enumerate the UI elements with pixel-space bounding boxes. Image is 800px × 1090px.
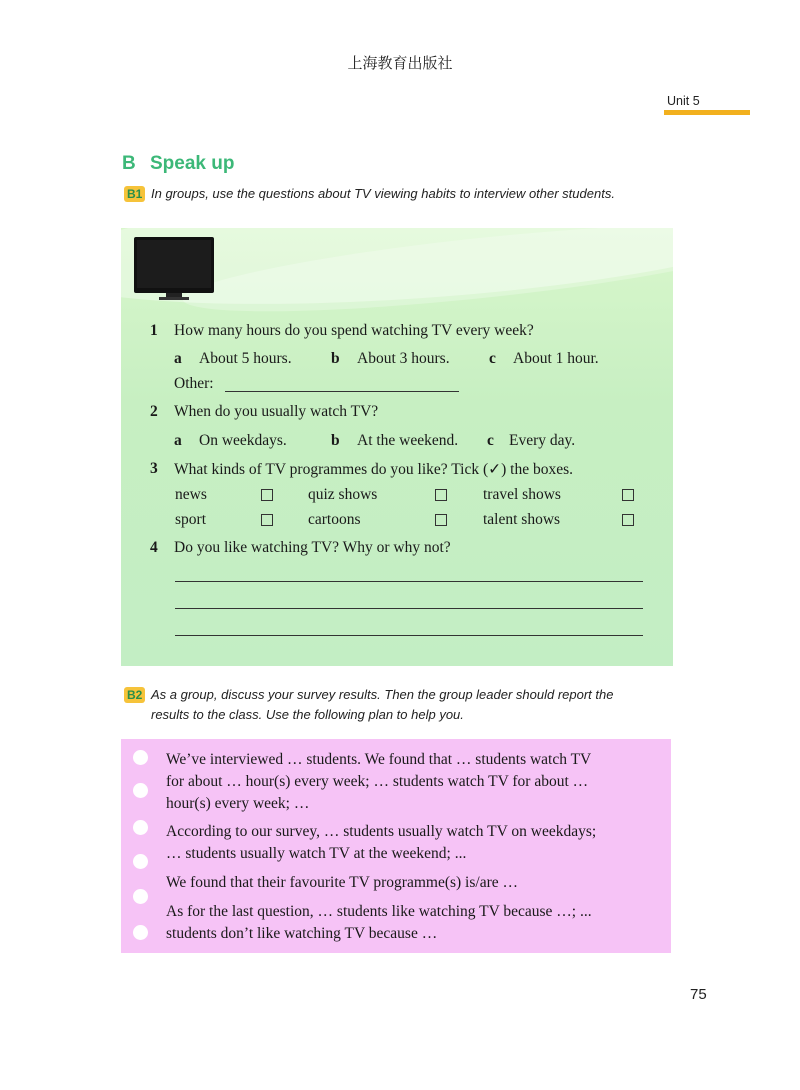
plan-line: hour(s) every week; … bbox=[166, 795, 310, 812]
q2-option-c-letter: c bbox=[487, 432, 494, 449]
q3-checkbox-cartoons[interactable] bbox=[435, 514, 447, 526]
plan-line: for about … hour(s) every week; … students watch TV for about … bbox=[166, 773, 589, 790]
q1-text: How many hours do you spend watching TV every week? bbox=[174, 322, 534, 339]
q3-checkbox-news[interactable] bbox=[261, 489, 273, 501]
q1-number: 1 bbox=[150, 322, 158, 339]
bullet-dot bbox=[133, 750, 148, 765]
q4-answer-line[interactable] bbox=[175, 581, 643, 582]
bullet-dot bbox=[133, 783, 148, 798]
q1-option-c-letter: c bbox=[489, 350, 496, 367]
q3-item-talent-shows: talent shows bbox=[483, 511, 561, 528]
q4-number: 4 bbox=[150, 539, 158, 556]
q3-item-sport: sport bbox=[175, 511, 206, 528]
report-plan-panel bbox=[121, 739, 671, 953]
plan-line: We found that their favourite TV programme(s) is/are … bbox=[166, 874, 518, 891]
unit-label: Unit 5 bbox=[667, 94, 700, 108]
b1-instruction: In groups, use the questions about TV viewing habits to interview other students. bbox=[151, 186, 615, 201]
q2-option-b-letter: b bbox=[331, 432, 340, 449]
b2-instruction-line-1: As a group, discuss your survey results. Then the group leader should report the bbox=[151, 687, 614, 702]
unit-bar bbox=[664, 110, 750, 115]
q1-other-line[interactable] bbox=[225, 391, 459, 392]
q1-option-a-letter: a bbox=[174, 350, 182, 367]
b1-tag: B1 bbox=[124, 186, 145, 202]
bullet-dot bbox=[133, 820, 148, 835]
plan-line: As for the last question, … students like watching TV because …; ... bbox=[166, 903, 592, 920]
section-title: Speak up bbox=[150, 153, 235, 174]
q2-text: When do you usually watch TV? bbox=[174, 403, 379, 420]
q3-checkbox-sport[interactable] bbox=[261, 514, 273, 526]
b2-tag: B2 bbox=[124, 687, 145, 703]
questionnaire-panel bbox=[121, 228, 673, 666]
q4-answer-line[interactable] bbox=[175, 608, 643, 609]
b2-instruction-line-2: results to the class. Use the following plan to help you. bbox=[151, 707, 464, 722]
q4-text: Do you like watching TV? Why or why not? bbox=[174, 539, 451, 556]
q1-option-a: About 5 hours. bbox=[199, 350, 292, 367]
q3-item-travel-shows: travel shows bbox=[483, 486, 561, 503]
q2-number: 2 bbox=[150, 403, 158, 420]
plan-line: According to our survey, … students usually watch TV on weekdays; bbox=[166, 823, 597, 840]
q3-checkbox-quiz-shows[interactable] bbox=[435, 489, 447, 501]
q3-item-news: news bbox=[175, 486, 207, 503]
q3-text: What kinds of TV programmes do you like? Tick (✓) the boxes. bbox=[174, 461, 574, 478]
plan-line: We’ve interviewed … students. We found that … students watch TV bbox=[166, 751, 592, 768]
section-letter: B bbox=[122, 153, 136, 174]
plan-line: … students usually watch TV at the weekend; ... bbox=[166, 845, 467, 862]
q1-other-label: Other: bbox=[174, 375, 214, 392]
bullet-dot bbox=[133, 889, 148, 904]
q3-number: 3 bbox=[150, 460, 158, 477]
q3-checkbox-travel-shows[interactable] bbox=[622, 489, 634, 501]
q1-option-b-letter: b bbox=[331, 350, 340, 367]
q2-option-b: At the weekend. bbox=[357, 432, 459, 449]
section-heading bbox=[122, 153, 234, 175]
q2-option-c: Every day. bbox=[509, 432, 576, 449]
bullet-dot bbox=[133, 925, 148, 940]
q3-item-cartoons: cartoons bbox=[308, 511, 361, 528]
plan-line: students don’t like watching TV because … bbox=[166, 925, 438, 942]
q3-item-quiz-shows: quiz shows bbox=[308, 486, 378, 503]
q3-checkbox-talent-shows[interactable] bbox=[622, 514, 634, 526]
q4-answer-line[interactable] bbox=[175, 635, 643, 636]
publisher-name: 上海教育出版社 bbox=[347, 54, 453, 72]
q1-option-b: About 3 hours. bbox=[357, 350, 450, 367]
q2-option-a: On weekdays. bbox=[199, 432, 287, 449]
q2-option-a-letter: a bbox=[174, 432, 182, 449]
bullet-dot bbox=[133, 854, 148, 869]
q1-option-c: About 1 hour. bbox=[513, 350, 599, 367]
tv-icon bbox=[133, 236, 215, 300]
page-number: 75 bbox=[690, 986, 707, 1003]
